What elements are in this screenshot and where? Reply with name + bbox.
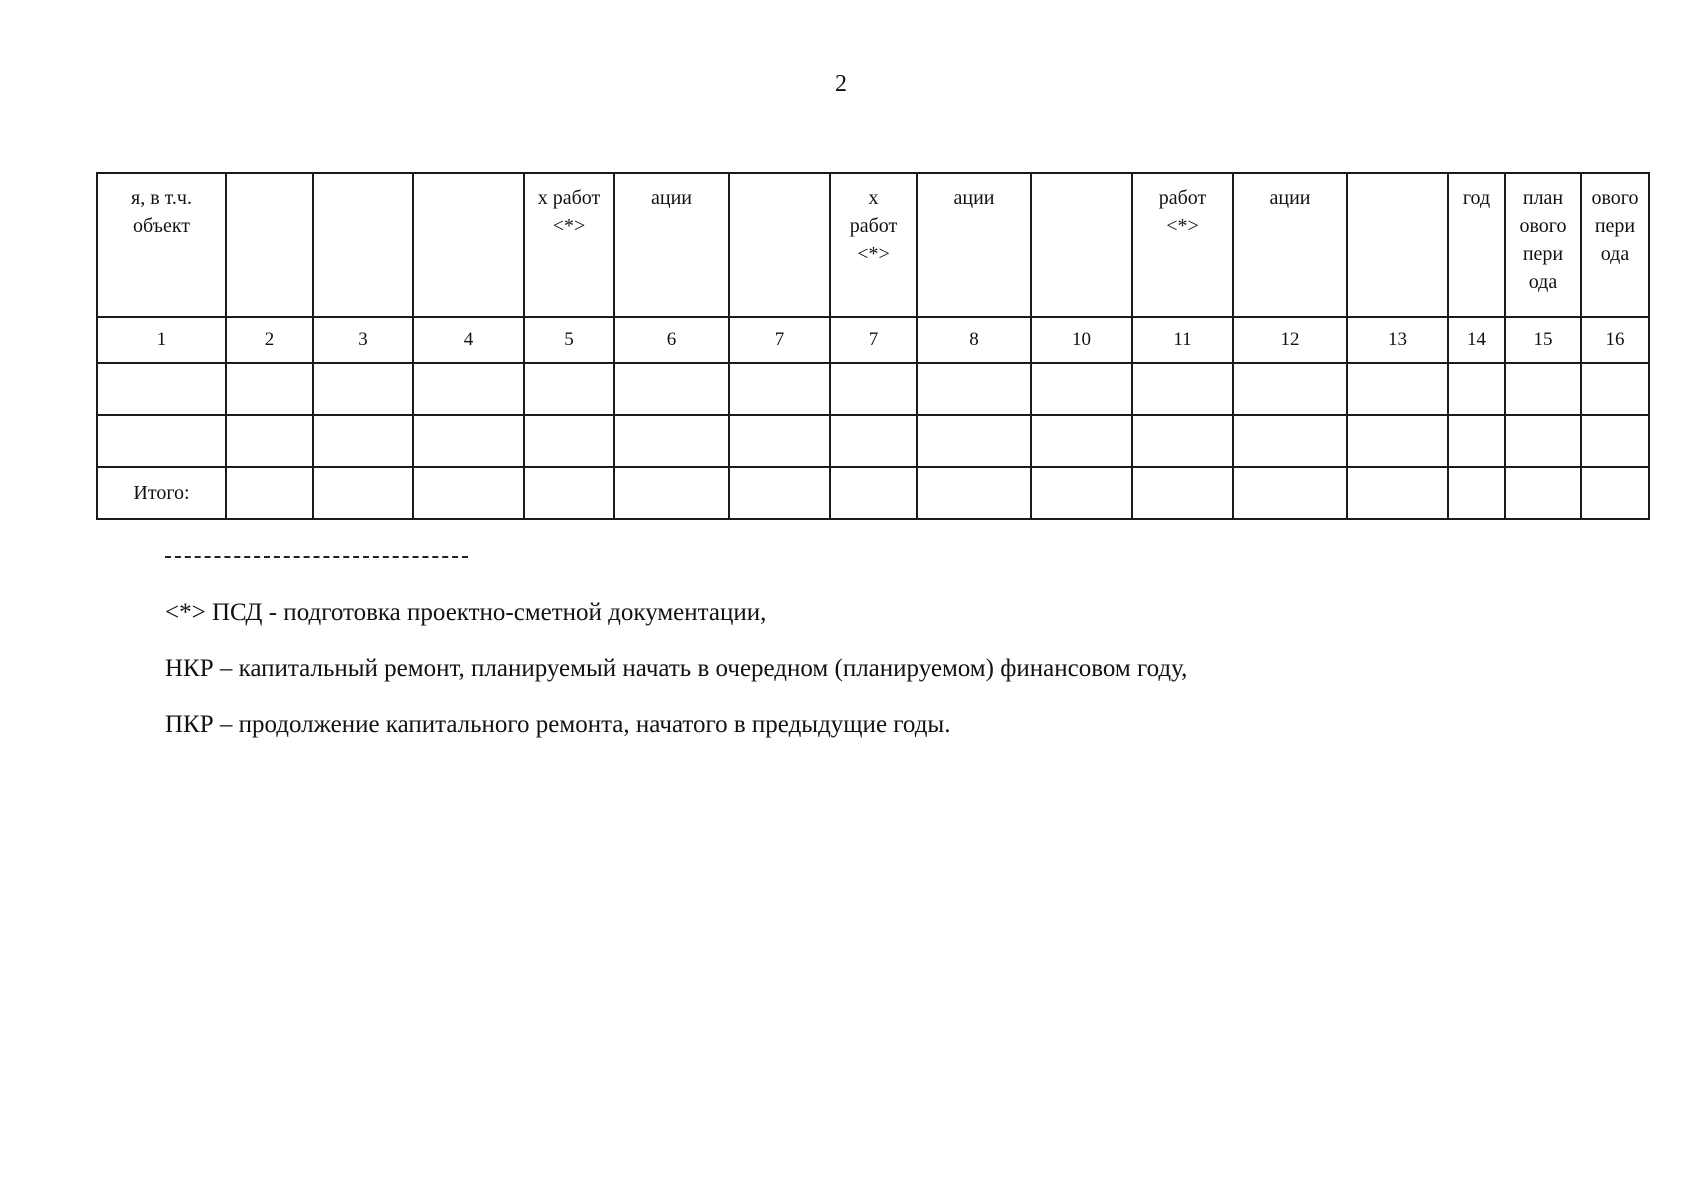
empty-cell — [1448, 363, 1505, 415]
column-number: 14 — [1448, 317, 1505, 363]
empty-cell — [1132, 415, 1233, 467]
empty-cell — [1132, 467, 1233, 519]
empty-cell — [97, 363, 226, 415]
empty-cell — [1233, 415, 1347, 467]
empty-cell — [413, 363, 524, 415]
data-table — [96, 172, 1650, 520]
empty-cell — [1505, 363, 1581, 415]
column-number: 13 — [1347, 317, 1448, 363]
empty-cell — [1347, 415, 1448, 467]
header-cell: ации — [614, 173, 729, 317]
header-cell — [313, 173, 413, 317]
empty-cell — [1347, 467, 1448, 519]
header-row — [97, 173, 1649, 317]
empty-cell — [226, 415, 313, 467]
header-cell — [226, 173, 313, 317]
header-cell: план ового пери ода — [1505, 173, 1581, 317]
column-number: 3 — [313, 317, 413, 363]
column-number: 4 — [413, 317, 524, 363]
column-number: 12 — [1233, 317, 1347, 363]
empty-cell — [614, 363, 729, 415]
column-number: 7 — [830, 317, 917, 363]
column-number: 8 — [917, 317, 1031, 363]
empty-cell — [1581, 415, 1649, 467]
column-number: 2 — [226, 317, 313, 363]
empty-cell — [1233, 467, 1347, 519]
empty-cell — [313, 415, 413, 467]
empty-cell — [413, 415, 524, 467]
column-number: 6 — [614, 317, 729, 363]
empty-cell — [1448, 467, 1505, 519]
empty-cell — [524, 467, 614, 519]
empty-cell — [1448, 415, 1505, 467]
empty-cell — [917, 415, 1031, 467]
header-cell — [1347, 173, 1448, 317]
empty-cell — [1505, 467, 1581, 519]
total-label: Итого: — [97, 467, 226, 519]
empty-cell — [1233, 363, 1347, 415]
column-number: 5 — [524, 317, 614, 363]
empty-cell — [830, 415, 917, 467]
header-cell: ового пери ода — [1581, 173, 1649, 317]
empty-cell — [729, 415, 830, 467]
empty-cell — [524, 415, 614, 467]
empty-cell — [1581, 467, 1649, 519]
empty-cell — [1581, 363, 1649, 415]
header-cell: х работ <*> — [524, 173, 614, 317]
column-number: 1 — [97, 317, 226, 363]
empty-cell — [97, 415, 226, 467]
header-cell: ации — [1233, 173, 1347, 317]
header-cell — [1031, 173, 1132, 317]
column-number: 11 — [1132, 317, 1233, 363]
header-cell: работ <*> — [1132, 173, 1233, 317]
empty-cell — [729, 363, 830, 415]
header-cell — [413, 173, 524, 317]
empty-cell — [614, 415, 729, 467]
header-cell: ации — [917, 173, 1031, 317]
header-cell — [729, 173, 830, 317]
empty-cell — [524, 363, 614, 415]
footnote-separator — [165, 556, 468, 558]
empty-cell — [1505, 415, 1581, 467]
total-row — [97, 467, 1649, 519]
header-cell: х работ <*> — [830, 173, 917, 317]
footnote-pkr: ПКР – продолжение капитального ремонта, начатого в предыдущие годы. — [165, 711, 951, 738]
table-row — [97, 363, 1649, 415]
header-cell: я, в т.ч. объект — [97, 173, 226, 317]
empty-cell — [226, 467, 313, 519]
empty-cell — [830, 363, 917, 415]
page-number: 2 — [835, 71, 847, 97]
footnote-nkr: НКР – капитальный ремонт, планируемый начать в очередном (планируемом) финансовом году, — [165, 655, 1188, 682]
empty-cell — [1031, 363, 1132, 415]
empty-cell — [1031, 415, 1132, 467]
header-cell: год — [1448, 173, 1505, 317]
empty-cell — [830, 467, 917, 519]
empty-cell — [917, 363, 1031, 415]
footnote-psd: <*> ПСД - подготовка проектно-сметной документации, — [165, 599, 767, 626]
empty-cell — [226, 363, 313, 415]
column-number: 15 — [1505, 317, 1581, 363]
empty-cell — [729, 467, 830, 519]
column-number: 10 — [1031, 317, 1132, 363]
column-number-row — [97, 317, 1649, 363]
empty-cell — [1132, 363, 1233, 415]
empty-cell — [313, 467, 413, 519]
empty-cell — [413, 467, 524, 519]
column-number: 16 — [1581, 317, 1649, 363]
empty-cell — [917, 467, 1031, 519]
table-row — [97, 415, 1649, 467]
empty-cell — [313, 363, 413, 415]
empty-cell — [614, 467, 729, 519]
empty-cell — [1347, 363, 1448, 415]
empty-cell — [1031, 467, 1132, 519]
column-number: 7 — [729, 317, 830, 363]
